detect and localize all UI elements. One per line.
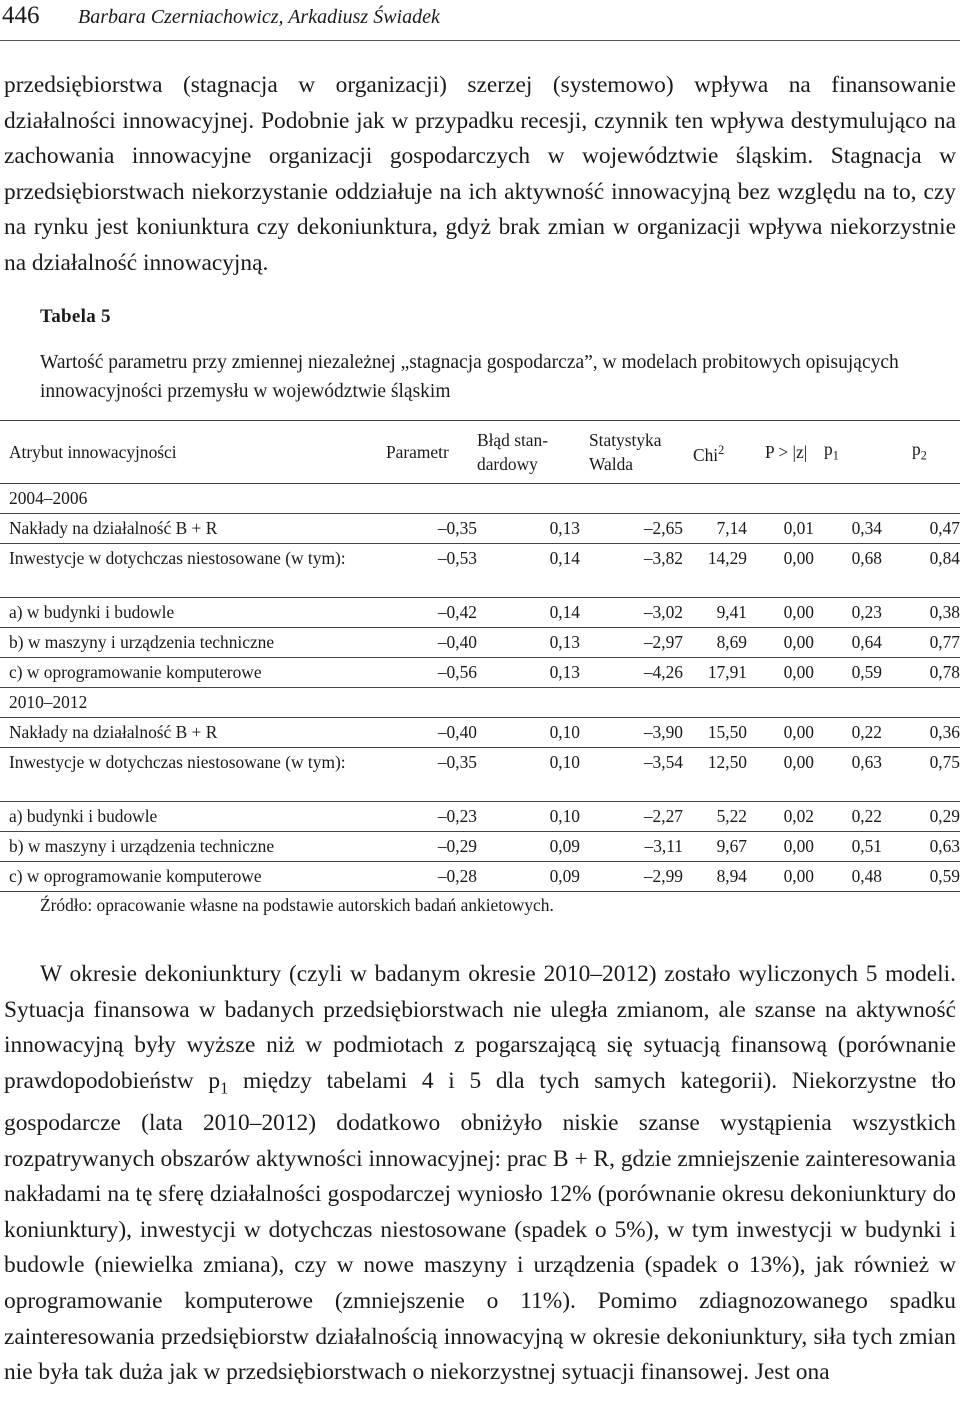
cell-wald: –3,02 xyxy=(580,598,683,628)
col-header-p2-sub: 2 xyxy=(920,448,927,463)
cell-p2: 0,78 xyxy=(882,658,960,688)
cell-chi: 15,50 xyxy=(683,718,747,748)
table-row xyxy=(0,658,960,688)
table-row xyxy=(0,544,960,598)
cell-p1: 0,34 xyxy=(814,514,882,544)
cell-parameter: –0,28 xyxy=(377,862,477,892)
period-label: 2010–2012 xyxy=(0,688,960,718)
table-label: Tabela 5 xyxy=(40,306,111,327)
cell-wald: –2,99 xyxy=(580,862,683,892)
table-row xyxy=(0,862,960,892)
cell-p1: 0,64 xyxy=(814,628,882,658)
cell-parameter: –0,53 xyxy=(377,544,477,598)
table-row xyxy=(0,514,960,544)
table-row xyxy=(0,718,960,748)
cell-p2: 0,77 xyxy=(882,628,960,658)
col-header-wald xyxy=(580,421,683,484)
table-header-row xyxy=(0,421,960,484)
cell-parameter: –0,35 xyxy=(377,748,477,802)
col-header-p-z: P > |z| xyxy=(747,421,814,484)
running-title-authors: Barbara Czerniachowicz, Arkadiusz Świadek xyxy=(78,6,440,28)
row-label: Inwestycje w dotychczas niestosowane (w tym): xyxy=(0,544,377,598)
col-header-chi-sup: 2 xyxy=(718,442,725,457)
cell-std-error: 0,13 xyxy=(477,658,580,688)
col-header-std-error-line2: dardowy xyxy=(477,454,538,474)
col-header-wald-line1: Statystyka xyxy=(589,430,662,450)
cell-p1: 0,59 xyxy=(814,658,882,688)
col-header-p1 xyxy=(814,421,882,484)
cell-p-value: 0,00 xyxy=(747,718,814,748)
table-row xyxy=(0,598,960,628)
cell-chi: 7,14 xyxy=(683,514,747,544)
cell-std-error: 0,13 xyxy=(477,628,580,658)
row-label: a) w budynki i budowle xyxy=(0,598,377,628)
cell-p-value: 0,02 xyxy=(747,802,814,832)
page-number: 446 xyxy=(2,2,40,29)
results-table xyxy=(0,420,960,892)
cell-p1: 0,22 xyxy=(814,718,882,748)
table-row xyxy=(0,748,960,802)
table-row xyxy=(0,628,960,658)
cell-p1: 0,48 xyxy=(814,862,882,892)
cell-parameter: –0,56 xyxy=(377,658,477,688)
cell-chi: 5,22 xyxy=(683,802,747,832)
row-label: b) w maszyny i urządzenia techniczne xyxy=(0,628,377,658)
cell-wald: –3,90 xyxy=(580,718,683,748)
paragraph2-part1: W okresie dekoniunktury (czyli w badanym okresie 2010–2012) zostało wyliczonych 5 modeli. Sytuacja finansowa w badanych przedsiębiorstwach nie uległa zmianom, ale szanse na aktywność innowacyjną były wyższe niż w podmiotach z pogarszającą się sytuacją finansową (porównanie prawdopodobieństw p xyxy=(4,961,956,1094)
cell-p-value: 0,00 xyxy=(747,658,814,688)
body-paragraph-2 xyxy=(4,957,956,1391)
cell-parameter: –0,40 xyxy=(377,628,477,658)
table-source-note: Źródło: opracowanie własne na podstawie autorskich badań ankietowych. xyxy=(40,895,554,915)
cell-chi: 8,69 xyxy=(683,628,747,658)
table-body xyxy=(0,484,960,892)
cell-p-value: 0,00 xyxy=(747,862,814,892)
cell-std-error: 0,10 xyxy=(477,802,580,832)
cell-p-value: 0,00 xyxy=(747,544,814,598)
col-header-p2 xyxy=(882,421,960,484)
cell-wald: –3,11 xyxy=(580,832,683,862)
col-header-chi xyxy=(683,421,747,484)
cell-p2: 0,59 xyxy=(882,862,960,892)
cell-p1: 0,22 xyxy=(814,802,882,832)
cell-chi: 9,41 xyxy=(683,598,747,628)
col-header-attribute: Atrybut innowacyjności xyxy=(0,421,377,484)
cell-std-error: 0,09 xyxy=(477,832,580,862)
row-label: a) budynki i budowle xyxy=(0,802,377,832)
table-caption: Wartość parametru przy zmiennej niezależnej „stagnacja gospodarcza”, w modelach probitowych opisujących innowacyjności przemysłu w województwie śląskim xyxy=(40,352,899,402)
cell-std-error: 0,14 xyxy=(477,544,580,598)
cell-wald: –2,65 xyxy=(580,514,683,544)
cell-parameter: –0,23 xyxy=(377,802,477,832)
paragraph2-part2: między tabelami 4 i 5 dla tych samych kategorii). Niekorzystne tło gospodarcze (lata 2010–2012) dodatkowo obniżyło niskie szanse wystąpienia wszystkich rozpatrywanych obszarów aktywności innowacyjnej: prac B + R, gdzie zmniejszenie zainteresowania nakładami na tę sferę działalności gospodarczej wyniosło 12% (porównanie okresu dekoniunktury do koniunktury), inwestycji w dotychczas niestosowane (spadek o 5%), w tym inwestycji w budynki i budowle (niewielka zmiana), czy w nowe maszyny i urządzenia (spadek o 13%), jak również w oprogramowanie komputerowe (zmniejszenie o 11%). Pomimo zdiagnozowanego spadku zainteresowania przedsiębiorstw działalnością innowacyjną w okresie dekoniunktury, siła tych zmian nie była tak duża jak w przedsiębiorstwach o niekorzystnej sytuacji finansowej. Jest ona xyxy=(4,1067,956,1386)
cell-parameter: –0,42 xyxy=(377,598,477,628)
col-header-parameter: Parametr xyxy=(377,421,477,484)
cell-std-error: 0,09 xyxy=(477,862,580,892)
cell-std-error: 0,13 xyxy=(477,514,580,544)
cell-parameter: –0,29 xyxy=(377,832,477,862)
body-paragraph-1: przedsiębiorstwa (stagnacja w organizacji) szerzej (systemowo) wpływa na finansowanie działalności innowacyjnej. Podobnie jak w przypadku recesji, czynnik ten wpływa destymulująco na zachowania innowacyjne organizacji gospodarczych w województwie śląskim. Stagnacja w przedsiębiorstwach niekorzystanie oddziałuje na ich aktywność innowacyjną bez względu na to, czy na rynku jest koniunktura czy dekoniunktura, gdyż brak zmian w organizacji wpływa niekorzystnie na działalność innowacyjną. xyxy=(4,72,956,276)
running-header xyxy=(0,0,960,41)
cell-parameter: –0,35 xyxy=(377,514,477,544)
period-row xyxy=(0,484,960,514)
cell-wald: –4,26 xyxy=(580,658,683,688)
paragraph2-subscript: 1 xyxy=(220,1078,229,1098)
cell-chi: 9,67 xyxy=(683,832,747,862)
cell-p2: 0,36 xyxy=(882,718,960,748)
cell-wald: –3,82 xyxy=(580,544,683,598)
table-row xyxy=(0,832,960,862)
row-label: c) w oprogramowanie komputerowe xyxy=(0,658,377,688)
row-label: Nakłady na działalność B + R xyxy=(0,514,377,544)
cell-std-error: 0,14 xyxy=(477,598,580,628)
cell-wald: –3,54 xyxy=(580,748,683,802)
cell-std-error: 0,10 xyxy=(477,748,580,802)
cell-p2: 0,84 xyxy=(882,544,960,598)
cell-wald: –2,27 xyxy=(580,802,683,832)
cell-p1: 0,68 xyxy=(814,544,882,598)
col-header-p1-text: p xyxy=(824,438,833,459)
row-label: c) w oprogramowanie komputerowe xyxy=(0,862,377,892)
cell-p-value: 0,00 xyxy=(747,598,814,628)
table-row xyxy=(0,802,960,832)
cell-p2: 0,47 xyxy=(882,514,960,544)
col-header-chi-text: Chi xyxy=(693,444,719,465)
cell-p2: 0,29 xyxy=(882,802,960,832)
cell-p-value: 0,01 xyxy=(747,514,814,544)
cell-wald: –2,97 xyxy=(580,628,683,658)
col-header-std-error xyxy=(477,421,580,484)
row-label: Inwestycje w dotychczas niestosowane (w tym): xyxy=(0,748,377,802)
cell-chi: 8,94 xyxy=(683,862,747,892)
cell-p1: 0,63 xyxy=(814,748,882,802)
cell-p1: 0,23 xyxy=(814,598,882,628)
col-header-std-error-line1: Błąd stan- xyxy=(477,430,548,450)
row-label: b) w maszyny i urządzenia techniczne xyxy=(0,832,377,862)
cell-p-value: 0,00 xyxy=(747,832,814,862)
col-header-wald-line2: Walda xyxy=(589,454,633,474)
cell-p-value: 0,00 xyxy=(747,748,814,802)
cell-p2: 0,38 xyxy=(882,598,960,628)
cell-parameter: –0,40 xyxy=(377,718,477,748)
period-label: 2004–2006 xyxy=(0,484,960,514)
cell-chi: 14,29 xyxy=(683,544,747,598)
cell-p1: 0,51 xyxy=(814,832,882,862)
cell-chi: 12,50 xyxy=(683,748,747,802)
cell-p-value: 0,00 xyxy=(747,628,814,658)
row-label: Nakłady na działalność B + R xyxy=(0,718,377,748)
cell-std-error: 0,10 xyxy=(477,718,580,748)
cell-p2: 0,63 xyxy=(882,832,960,862)
col-header-p1-sub: 1 xyxy=(832,448,839,463)
col-header-p2-text: p xyxy=(912,438,921,459)
cell-chi: 17,91 xyxy=(683,658,747,688)
cell-p2: 0,75 xyxy=(882,748,960,802)
period-row xyxy=(0,688,960,718)
